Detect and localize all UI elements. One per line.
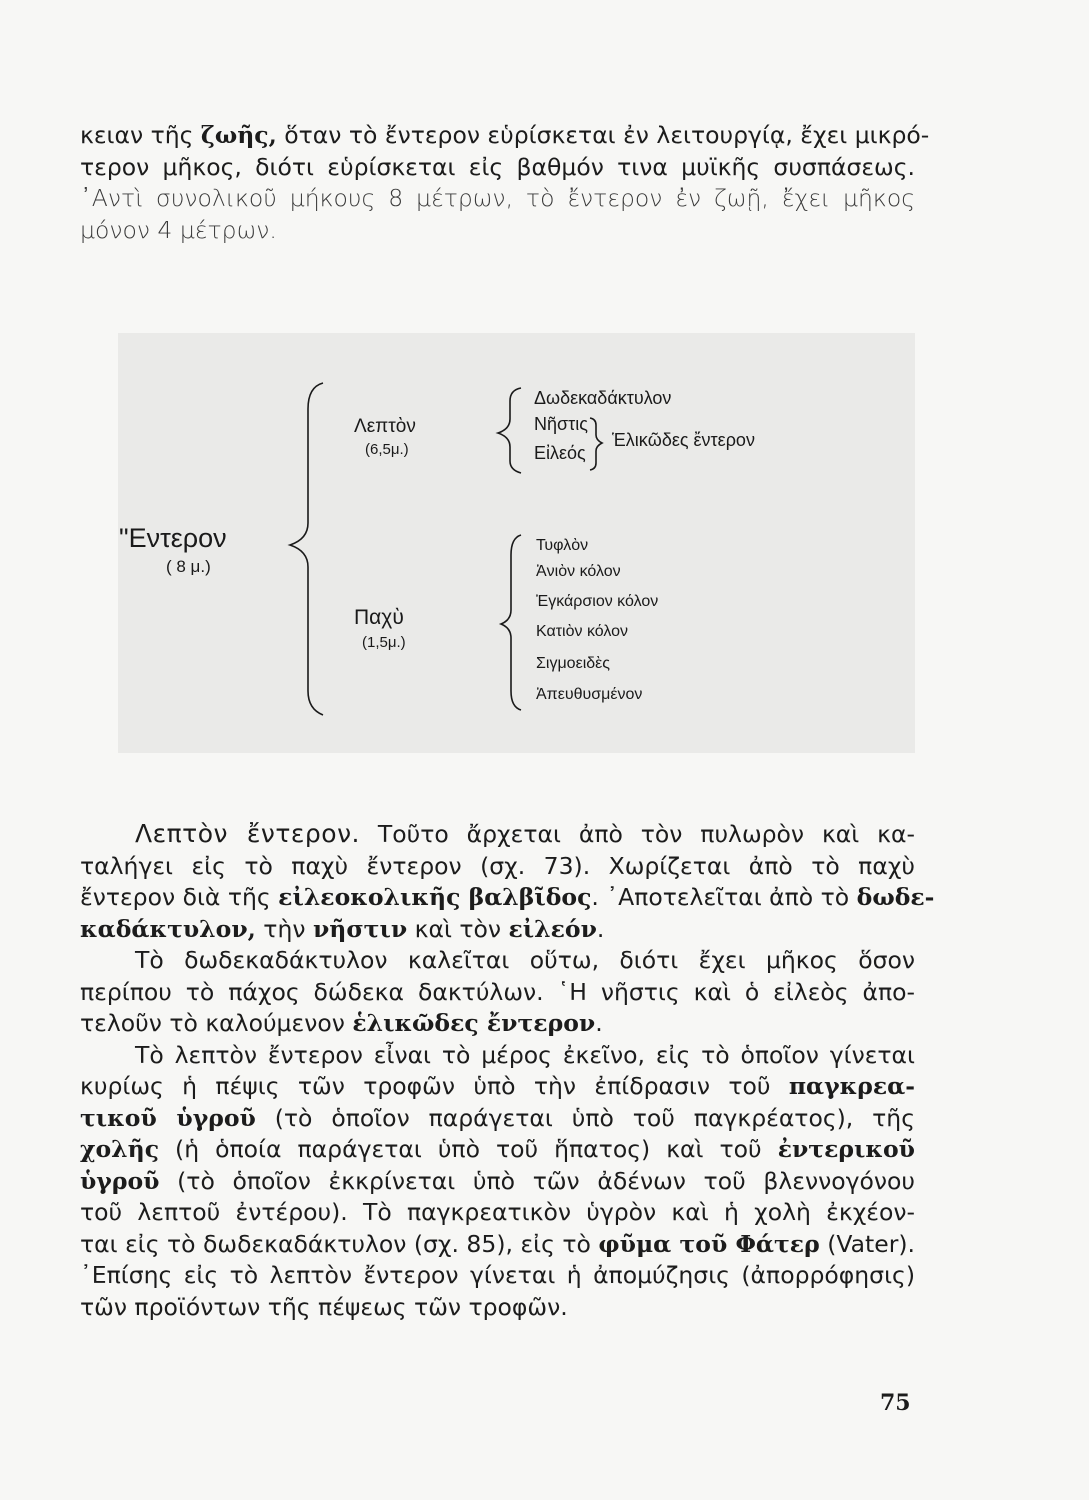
root-measure: ( 8 μ.) bbox=[166, 557, 211, 576]
text-line: ὑγροῦ (τὸ ὁποῖον ἐκκρίνεται ὑπὸ τῶν ἀδένων τοῦ βλεννογόνου bbox=[80, 1166, 915, 1195]
part-transverse-colon: Ἐγκάρσιον κόλον bbox=[536, 593, 659, 610]
text-line: περίπου τὸ πάχος δώδεκα δακτύλων. ῾Η νῆστις καὶ ὁ εἰλεὸς ἀπο- bbox=[80, 977, 915, 1006]
section-heading: Λεπτὸν ἔντερον. bbox=[135, 819, 360, 848]
text-line: Τὸ δωδεκαδάκτυλον καλεῖται οὕτω, διότι ἔχει μῆκος ὅσον bbox=[135, 946, 915, 974]
text-line: τοῦ λεπτοῦ ἐντέρου). Τὸ παγκρεατικὸν ὑγρὸν καὶ ἡ χολὴ ἐκχέον- bbox=[80, 1198, 915, 1226]
text-line: ἔντερον διὰ τῆς εἰλεοκολικῆς βαλβῖδος. ᾿Αποτελεῖται ἀπὸ τὸ δωδε- bbox=[80, 883, 935, 911]
small-intestine-measure: (6,5μ.) bbox=[365, 441, 409, 458]
large-intestine-measure: (1,5μ.) bbox=[362, 634, 406, 651]
part-descending-colon: Κατιὸν κόλον bbox=[536, 623, 628, 640]
intestine-classification-diagram bbox=[118, 333, 915, 753]
text-line: μόνον 4 μέτρων. bbox=[80, 215, 277, 244]
part-ileum: Εἰλεός bbox=[534, 443, 586, 463]
page-number: 75 bbox=[880, 1390, 911, 1416]
text-line: τελοῦν τὸ καλούμενον ἑλικῶδες ἔντερον. bbox=[80, 1009, 603, 1037]
text-line: χολῆς (ἡ ὁποία παράγεται ὑπὸ τοῦ ἥπατος) καὶ τοῦ ἐντερικοῦ bbox=[80, 1135, 915, 1163]
main-text bbox=[80, 818, 935, 1323]
helical-brace bbox=[590, 418, 602, 470]
intro-paragraph bbox=[80, 120, 930, 246]
text-line: καδάκτυλον, τὴν νῆστιν καὶ τὸν εἰλεόν. bbox=[80, 914, 605, 943]
text-line: κειαν τῆς ζωῆς, ὅταν τὸ ἔντερον εὑρίσκεται ἐν λειτουργίᾳ, ἔχει μικρό- bbox=[80, 121, 930, 149]
root-label: "Εντερον bbox=[119, 523, 227, 553]
large-intestine-label: Παχὺ bbox=[354, 606, 404, 629]
text-line: ταλήγει εἰς τὸ παχὺ ἔντερον (σχ. 73). Χωρίζεται ἀπὸ τὸ παχὺ bbox=[80, 851, 915, 880]
text-line: τερον μῆκος, διότι εὑρίσκεται εἰς βαθμόν τινα μυϊκῆς συσπάσεως. bbox=[80, 152, 915, 181]
text-line: ᾿Επίσης εἰς τὸ λεπτὸν ἔντερον γίνεται ἡ ἀπομύζησις (ἀπορρόφησις) bbox=[80, 1261, 915, 1289]
helical-intestine-label: Ἑλικῶδες ἔντερον bbox=[612, 430, 755, 450]
main-brace bbox=[290, 383, 323, 715]
part-sigmoid: Σιγμοειδὲς bbox=[536, 655, 610, 672]
text-line: τικοῦ ὑγροῦ (τὸ ὁποῖον παράγεται ὑπὸ τοῦ παγκρέατος), τῆς bbox=[80, 1103, 915, 1132]
large-intestine-brace bbox=[501, 535, 521, 710]
text-line: κυρίως ἡ πέψις τῶν τροφῶν ὑπὸ τὴν ἐπίδρασιν τοῦ παγκρεα- bbox=[80, 1072, 915, 1100]
text-line: τῶν προϊόντων τῆς πέψεως τῶν τροφῶν. bbox=[80, 1292, 568, 1321]
diagram-braces bbox=[118, 333, 915, 753]
part-ascending-colon: Ἀνιὸν κόλον bbox=[536, 563, 621, 580]
part-cecum: Τυφλὸν bbox=[536, 537, 589, 554]
small-intestine-brace bbox=[498, 388, 521, 473]
part-duodenum: Δωδεκαδάκτυλον bbox=[534, 388, 672, 408]
part-rectum: Ἀπευθυσμένον bbox=[536, 686, 643, 703]
text-line: Τὸ λεπτὸν ἔντερον εἶναι τὸ μέρος ἐκεῖνο, εἰς τὸ ὁποῖον γίνεται bbox=[135, 1040, 915, 1069]
text-line: ται εἰς τὸ δωδεκαδάκτυλον (σχ. 85), εἰς τὸ φῦμα τοῦ Φάτερ (Vater). bbox=[80, 1229, 916, 1258]
small-intestine-label: Λεπτὸν bbox=[354, 416, 416, 437]
part-jejunum: Νῆστις bbox=[534, 414, 588, 434]
text-line: Λεπτὸν ἔντερον. Τοῦτο ἄρχεται ἀπὸ τὸν πυλωρὸν καὶ κα- bbox=[135, 819, 915, 848]
text-line: ᾿Αντὶ συνολικοῦ μήκους 8 μέτρων, τὸ ἔντερον ἐν ζωῇ, ἔχει μῆκος bbox=[80, 184, 915, 212]
